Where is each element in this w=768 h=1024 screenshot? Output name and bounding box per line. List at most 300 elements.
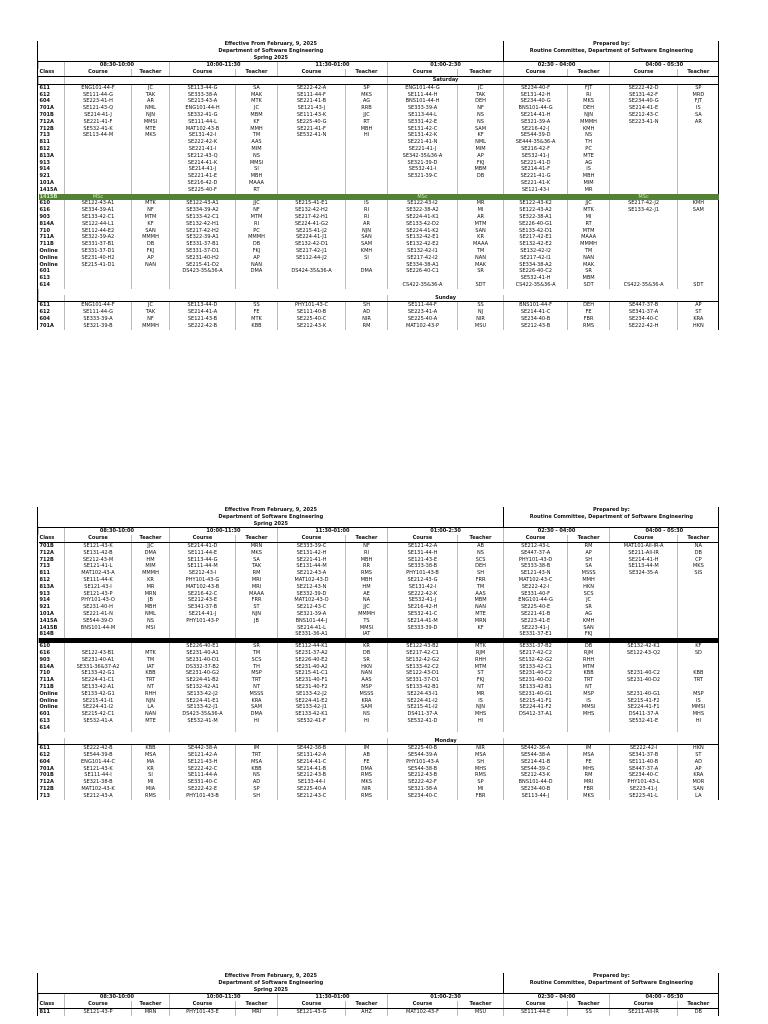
course-cell: SE221-41-B (504, 611, 568, 618)
semester: Spring 2025 (39, 521, 504, 528)
course-cell: SE212-43-M (65, 557, 132, 564)
teacher-cell: MKS (346, 779, 388, 786)
teacher-cell (678, 664, 719, 671)
course-cell: SE133-42-D1 (504, 228, 568, 235)
table-row (39, 611, 719, 618)
teacher-cell: FKJ (236, 248, 278, 255)
course-cell: SE221-41-G (504, 173, 568, 180)
course-cell: SE212-43-C (278, 604, 346, 611)
course-cell (388, 725, 458, 732)
teacher-cell: MKS (568, 793, 610, 800)
course-cell: SE217-42-C2 (504, 650, 568, 657)
course-cell: PHY101-43-D (504, 557, 568, 564)
teacher-cell: KBB (236, 766, 278, 773)
course-cell: SE225-40-A (278, 786, 346, 793)
routine-committee: Routine Committee, Department of Software Engineering (529, 47, 693, 54)
teacher-cell: AB (346, 752, 388, 759)
course-cell: SE224-41-K1 (388, 214, 458, 221)
course-header: Course (170, 69, 236, 76)
teacher-cell: NJN (346, 228, 388, 235)
teacher-cell: IS (346, 200, 388, 207)
course-cell (278, 282, 346, 289)
course-cell: SE223-41-N (610, 119, 678, 126)
course-cell: SE342-35&36-A (388, 153, 458, 160)
course-cell (278, 262, 346, 269)
course-cell: SE331-37-D1 (170, 248, 236, 255)
teacher-cell: MIM (458, 146, 504, 153)
teacher-cell: DEH (458, 563, 504, 570)
teacher-cell: DB (236, 241, 278, 248)
effective-date: Effective From February, 9, 2025 (39, 973, 504, 980)
time-slot: 01:00-2:30 (388, 528, 504, 535)
course-cell: SE121-43-H (170, 759, 236, 766)
routine-table (38, 41, 719, 330)
course-cell: SE234-40-C (388, 793, 458, 800)
teacher-cell: AP (132, 255, 170, 262)
teacher-cell (132, 282, 170, 289)
table-row (39, 563, 719, 570)
course-cell (504, 725, 568, 732)
course-cell: SE231-40-G1 (504, 691, 568, 698)
course-cell: SE234-40-C (610, 772, 678, 779)
table-row (39, 557, 719, 564)
course-cell: SE442-36-A (504, 745, 568, 752)
teacher-cell: IM (568, 745, 610, 752)
teacher-cell: RMS (568, 323, 610, 330)
course-cell (610, 597, 678, 604)
course-cell: SE221-41-E (170, 173, 236, 180)
table-row (39, 139, 719, 146)
course-cell: SE121-43-P (65, 591, 132, 598)
teacher-cell: NJN (568, 112, 610, 119)
course-cell: SE215-41-I1 (65, 698, 132, 705)
course-cell: SE133-42-C2 (388, 664, 458, 671)
course-cell: SE532-41-F (278, 718, 346, 725)
table-row (39, 221, 719, 228)
teacher-cell: MRI (568, 779, 610, 786)
course-cell: SE331-37-E1 (504, 631, 568, 638)
table-row (39, 631, 719, 638)
course-cell: SE217-42-C1 (388, 650, 458, 657)
class-cell: 101A (39, 179, 54, 186)
teacher-cell: FE (346, 759, 388, 766)
course-cell: SE225-40-F (170, 187, 236, 194)
course-cell (610, 180, 678, 187)
semester: Spring 2025 (39, 55, 504, 62)
course-cell: SE131-42-A (278, 752, 346, 759)
teacher-cell (346, 180, 388, 187)
table-row (39, 153, 719, 160)
table-row (39, 684, 719, 691)
course-cell (610, 166, 678, 173)
time-slot: 02:30 - 04:00 (504, 994, 610, 1001)
course-cell: SE322-38-A1 (504, 214, 568, 221)
course-cell: SE133-42-J1 (278, 704, 346, 711)
teacher-cell: SAN (678, 786, 719, 793)
course-cell: SE131-42-B (65, 550, 132, 557)
course-cell (65, 146, 132, 153)
teacher-cell: ST (678, 752, 719, 759)
course-cell: SE211-All-IR (610, 550, 678, 557)
course-cell: SE234-40-C (610, 316, 678, 323)
course-cell: DS423-35&36-A (170, 711, 236, 718)
course-cell: CS422-35&36-A (504, 282, 568, 289)
course-cell (388, 631, 458, 638)
teacher-cell: MR (132, 584, 170, 591)
teacher-cell (678, 214, 719, 221)
table-row (39, 698, 719, 705)
column-header-row (39, 69, 719, 76)
class-cell: 614 (39, 281, 51, 288)
teacher-cell: MTM (568, 664, 610, 671)
course-cell: SE215-41-J2 (278, 228, 346, 235)
teacher-cell: TM (132, 657, 170, 664)
teacher-cell (346, 282, 388, 289)
class-cell: 913 (39, 590, 51, 597)
teacher-cell: JJC (132, 542, 170, 549)
class-cell: 601 (39, 711, 51, 718)
course-cell: SE224-41-B2 (170, 677, 236, 684)
course-cell (65, 173, 132, 180)
class-cell: 712B (39, 125, 54, 132)
course-cell: ENG101-44-F (65, 302, 132, 309)
teacher-cell: MI (458, 786, 504, 793)
teacher-cell: MTK (458, 643, 504, 650)
teacher-cell: AR (458, 214, 504, 221)
routine-committee: Routine Committee, Department of Software Engineering (529, 979, 693, 986)
table-row (39, 542, 719, 549)
teacher-cell: MRD (678, 92, 719, 99)
teacher-cell (132, 643, 170, 650)
teacher-cell: SH (458, 570, 504, 577)
course-cell: SE224-41-G2 (278, 221, 346, 228)
teacher-cell: JB (132, 597, 170, 604)
course-cell: SE214-41-J (170, 611, 236, 618)
class-cell: 616 (39, 649, 51, 656)
course-cell: SE214-41-M (388, 618, 458, 625)
time-slot: 08:30-10:00 (65, 528, 170, 535)
time-slot: 04:00 - 05:30 (610, 994, 719, 1001)
teacher-cell: NT (236, 684, 278, 691)
course-cell: MSc (65, 194, 132, 201)
class-cell: 611 (39, 302, 51, 309)
teacher-cell: KR (346, 643, 388, 650)
class-cell: 713 (39, 132, 51, 139)
course-cell: SE221-41-J (388, 146, 458, 153)
teacher-cell: SS (458, 302, 504, 309)
course-cell: SE444-35&36-A (504, 139, 568, 146)
teacher-cell: MTM (568, 228, 610, 235)
course-header: Course (504, 69, 568, 76)
course-cell: SE121-43-E (388, 557, 458, 564)
teacher-cell (346, 187, 388, 194)
course-cell: SE225-40-A (388, 316, 458, 323)
course-cell: SE215-41-I2 (388, 704, 458, 711)
course-cell: SE226-40-G1 (504, 221, 568, 228)
course-cell (65, 725, 132, 732)
course-cell (610, 139, 678, 146)
teacher-cell: RI (346, 214, 388, 221)
teacher-cell: RJM (458, 650, 504, 657)
teacher-cell: MAAA (568, 234, 610, 241)
course-cell: SE212-43-Q (170, 153, 236, 160)
table-row (39, 180, 719, 187)
teacher-cell: RMS (458, 772, 504, 779)
course-cell (610, 241, 678, 248)
course-cell: SE234-40-B (504, 316, 568, 323)
table-row (39, 268, 719, 275)
prepared-by: Prepared by: (592, 41, 630, 47)
course-header: Course (65, 535, 132, 542)
teacher-cell: NAN (236, 262, 278, 269)
table-row (39, 316, 719, 323)
teacher-cell: AD (346, 309, 388, 316)
course-cell: SE212-43-K (504, 772, 568, 779)
course-cell: SE214-41-B (278, 766, 346, 773)
teacher-cell (678, 194, 719, 201)
course-cell (278, 173, 346, 180)
course-cell: SE224-43-I1 (388, 691, 458, 698)
teacher-cell: AE (346, 591, 388, 598)
teacher-header: Teacher (458, 1001, 504, 1008)
teacher-cell: MHS (678, 711, 719, 718)
course-cell: SE121-43-K (65, 542, 132, 549)
course-cell (388, 180, 458, 187)
teacher-cell: AAS (236, 139, 278, 146)
course-cell: DS424-35&36-A (278, 268, 346, 275)
course-cell: SE324-35-A (610, 570, 678, 577)
class-cell: 903 (39, 656, 51, 663)
class-cell: 614 (39, 724, 51, 731)
course-cell: SE231-40-D2 (504, 677, 568, 684)
class-cell: 811 (39, 1008, 51, 1015)
course-cell (388, 187, 458, 194)
teacher-cell: RI (346, 207, 388, 214)
course-cell: SE111-44-E (504, 1008, 568, 1015)
class-cell: 612 (39, 309, 51, 316)
teacher-cell: MMSI (132, 119, 170, 126)
course-cell: SE215-41-F1 (504, 698, 568, 705)
course-cell: SE133-42-D2 (388, 221, 458, 228)
teacher-cell: TRT (678, 677, 719, 684)
teacher-cell (458, 631, 504, 638)
course-cell: SE226-40-E2 (278, 657, 346, 664)
table-row (39, 584, 719, 591)
course-cell: SE231-40-G2 (170, 670, 236, 677)
class-cell: 711B (39, 683, 54, 690)
class-header: Class (39, 535, 65, 542)
teacher-cell: HKN (678, 323, 719, 330)
course-cell: SE532-41-D (388, 718, 458, 725)
teacher-cell: NML (132, 611, 170, 618)
table-row (39, 323, 719, 330)
teacher-cell (678, 173, 719, 180)
teacher-cell: MBH (236, 173, 278, 180)
course-cell: SE131-44-H (388, 550, 458, 557)
column-header-row (39, 1001, 719, 1008)
teacher-cell (236, 631, 278, 638)
class-cell: 101A (39, 610, 54, 617)
teacher-cell: ST (236, 604, 278, 611)
course-cell: SE131-44-M (278, 563, 346, 570)
teacher-cell: FJT (678, 98, 719, 105)
teacher-cell: HKN (568, 584, 610, 591)
course-cell: SE331-37-B1 (65, 241, 132, 248)
teacher-cell: DB (132, 241, 170, 248)
teacher-cell: MHS (568, 711, 610, 718)
course-cell: SE221-41-D (504, 160, 568, 167)
course-cell: MAT102-43-O (278, 597, 346, 604)
course-cell: PHY101-43-L (610, 779, 678, 786)
course-cell: SE113-44-D (170, 302, 236, 309)
teacher-cell: NS (132, 618, 170, 625)
course-cell: SE215-41-D2 (170, 262, 236, 269)
teacher-cell: AB (458, 542, 504, 549)
time-slot: 01:00-2:30 (388, 62, 504, 69)
course-cell: SE231-40-A2 (278, 664, 346, 671)
teacher-cell: SDT (678, 282, 719, 289)
teacher-cell: MR (568, 187, 610, 194)
course-header: Course (610, 535, 678, 542)
class-cell: 616 (39, 207, 51, 214)
course-cell (65, 187, 132, 194)
course-cell: SE321-39-A (278, 611, 346, 618)
course-cell (610, 657, 678, 664)
teacher-cell: FE (568, 309, 610, 316)
day-label: Monday (388, 738, 504, 745)
teacher-header: Teacher (458, 69, 504, 76)
time-slot: 11:30-01:00 (278, 62, 388, 69)
course-cell: SE132-42-H1 (170, 221, 236, 228)
time-slot: 04:00 - 05:30 (610, 62, 719, 69)
course-cell (610, 664, 678, 671)
course-cell: SE132-42-A1 (170, 684, 236, 691)
teacher-cell: NS (458, 112, 504, 119)
table-row (39, 691, 719, 698)
teacher-cell (346, 139, 388, 146)
teacher-cell (458, 725, 504, 732)
course-cell: SE111-44-L (170, 119, 236, 126)
teacher-cell: HI (678, 718, 719, 725)
course-cell: MAT102-43-D (278, 577, 346, 584)
teacher-cell (678, 584, 719, 591)
course-cell: SE532-41-H (504, 275, 568, 282)
course-header: Course (610, 1001, 678, 1008)
table-row (39, 92, 719, 99)
class-cell: 712A (39, 779, 54, 786)
class-cell: 811 (39, 570, 51, 577)
teacher-cell: MMMH (568, 119, 610, 126)
course-cell: SE224-41-C1 (65, 677, 132, 684)
course-cell (610, 577, 678, 584)
course-cell: SE341-37-B (170, 604, 236, 611)
teacher-cell: FE (236, 309, 278, 316)
teacher-cell: KR (132, 577, 170, 584)
course-cell: MAT102-43-B (170, 126, 236, 133)
time-slot: 02:30 - 04:00 (504, 62, 610, 69)
course-cell: SE214-41-J (65, 112, 132, 119)
course-cell: SE234-40-G (610, 98, 678, 105)
teacher-cell: MI (568, 214, 610, 221)
course-cell (278, 153, 346, 160)
table-row (39, 766, 719, 773)
course-cell: SE122-43-Q2 (610, 650, 678, 657)
course-cell: SE234-40-B (504, 786, 568, 793)
department-name: Department of Software Engineering (39, 514, 504, 521)
teacher-cell: MKS (346, 92, 388, 99)
teacher-cell: MMSI (236, 160, 278, 167)
teacher-cell: SAM (458, 126, 504, 133)
class-cell: 914 (39, 597, 51, 604)
teacher-cell: HM (132, 557, 170, 564)
time-slot: 02:30 - 04:00 (504, 528, 610, 535)
teacher-cell: NS (568, 132, 610, 139)
teacher-cell: TAK (236, 563, 278, 570)
teacher-cell (236, 725, 278, 732)
teacher-cell: MHS (458, 711, 504, 718)
course-cell: SE131-42-H (278, 550, 346, 557)
course-cell: SE222-42-I (504, 584, 568, 591)
course-cell: SE221-41-N (65, 611, 132, 618)
teacher-cell: MRN (132, 591, 170, 598)
effective-date: Effective From February, 9, 2025 (39, 507, 504, 514)
table-row (39, 234, 719, 241)
teacher-cell: SAN (458, 228, 504, 235)
course-cell (278, 180, 346, 187)
course-cell: PHY101-43-A (388, 759, 458, 766)
course-cell: SE217-42-J2 (610, 200, 678, 207)
teacher-cell (678, 631, 719, 638)
table-row (39, 779, 719, 786)
teacher-cell (568, 725, 610, 732)
table-row (39, 745, 719, 752)
course-cell: SE331-37-D1 (388, 677, 458, 684)
time-slot: 10:00-11:30 (170, 994, 278, 1001)
course-cell: SE222-42-E (170, 786, 236, 793)
course-cell: PHY101-43-G (170, 577, 236, 584)
teacher-cell: AD (236, 779, 278, 786)
course-cell: SE131-42-I (388, 584, 458, 591)
course-cell: SE133-42-K1 (278, 711, 346, 718)
course-cell: SE133-42-C1 (170, 214, 236, 221)
course-cell: SE212-43-C (610, 112, 678, 119)
course-cell: SE212-43-N (278, 584, 346, 591)
table-row (39, 309, 719, 316)
course-cell (65, 160, 132, 167)
teacher-cell: MI (132, 779, 170, 786)
teacher-cell (132, 275, 170, 282)
course-cell: SE121-43-I (65, 584, 132, 591)
teacher-cell: MRN (132, 1008, 170, 1015)
course-cell: SE113-44-M (65, 132, 132, 139)
time-slot: 11:30-01:00 (278, 994, 388, 1001)
column-header-row (39, 535, 719, 542)
course-cell: SE133-42-J1 (170, 704, 236, 711)
teacher-cell: KF (132, 221, 170, 228)
course-cell: SE331-36&37-A2 (65, 664, 132, 671)
course-cell: MAT102-43-K (65, 786, 132, 793)
routine-block-1 (37, 41, 719, 330)
teacher-cell: TRT (132, 677, 170, 684)
course-cell: SE216-42-C (170, 591, 236, 598)
course-cell: SE332-41-G (170, 112, 236, 119)
teacher-cell: NAN (458, 604, 504, 611)
course-cell: SE122-43-B1 (65, 650, 132, 657)
time-slot: 04:00 - 05:30 (610, 528, 719, 535)
course-cell: SE212-43-E (170, 597, 236, 604)
course-cell: ENG101-44-G (388, 84, 458, 91)
course-cell: SE321-39-C (388, 173, 458, 180)
